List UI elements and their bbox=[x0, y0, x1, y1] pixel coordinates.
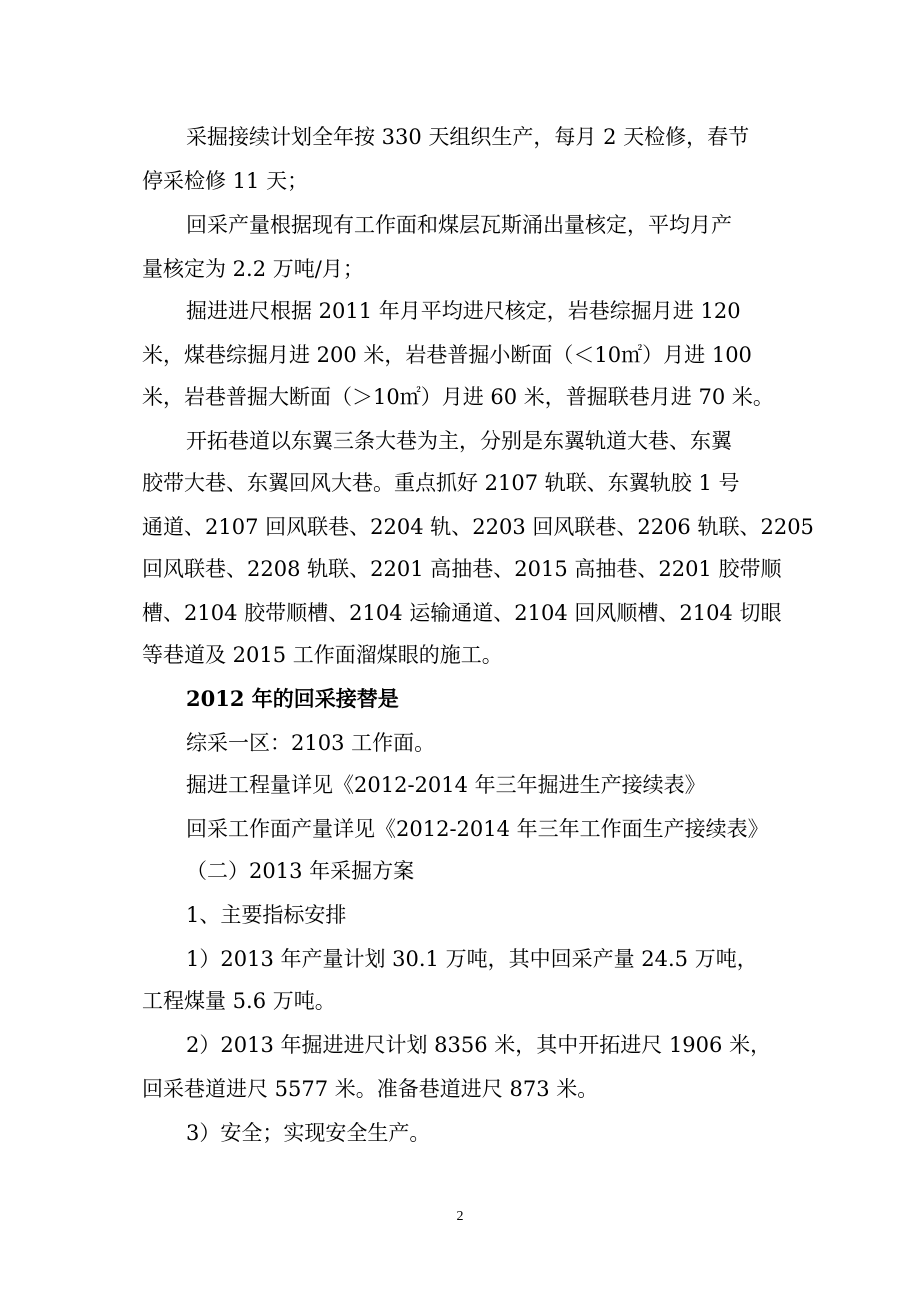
text-line: 胶带大巷、东翼回风大巷。重点抓好 2107 轨联、东翼轨胶 1 号 bbox=[142, 471, 740, 495]
text-line: 通道、2107 回风联巷、2204 轨、2203 回风联巷、2206 轨联、2205 bbox=[142, 515, 814, 539]
section-heading: 2012 年的回采接替是 bbox=[186, 686, 399, 711]
text-line: 综采一区：2103 工作面。 bbox=[186, 731, 436, 755]
text-line: 回采工作面产量详见《2012-2014 年三年工作面生产接续表》 bbox=[186, 817, 769, 841]
section-heading: （二）2013 年采掘方案 bbox=[186, 859, 415, 883]
text-line: 回采巷道进尺 5577 米。准备巷道进尺 873 米。 bbox=[142, 1077, 599, 1101]
text-line: 量核定为 2.2 万吨/月； bbox=[142, 257, 364, 281]
text-line: 采掘接续计划全年按 330 天组织生产，每月 2 天检修，春节 bbox=[186, 125, 750, 149]
text-line: 3）安全；实现安全生产。 bbox=[186, 1121, 431, 1145]
text-line: 米，岩巷普掘大断面（＞10㎡）月进 60 米，普掘联巷月进 70 米。 bbox=[142, 385, 774, 409]
text-line: 1）2013 年产量计划 30.1 万吨，其中回采产量 24.5 万吨， bbox=[186, 947, 758, 971]
text-line: 开拓巷道以东翼三条大巷为主，分别是东翼轨道大巷、东翼 bbox=[186, 429, 732, 453]
text-line: 掘进进尺根据 2011 年月平均进尺核定，岩巷综掘月进 120 bbox=[186, 299, 741, 323]
text-line: 停采检修 11 天； bbox=[142, 169, 309, 193]
text-line: 1、主要指标安排 bbox=[186, 903, 347, 927]
text-line: 工程煤量 5.6 万吨。 bbox=[142, 989, 336, 1013]
text-line: 掘进工程量详见《2012-2014 年三年掘进生产接续表》 bbox=[186, 773, 706, 797]
text-line: 回采产量根据现有工作面和煤层瓦斯涌出量核定，平均月产 bbox=[186, 213, 732, 237]
text-line: 槽、2104 胶带顺槽、2104 运输通道、2104 回风顺槽、2104 切眼 bbox=[142, 601, 782, 625]
text-line: 回风联巷、2208 轨联、2201 高抽巷、2015 高抽巷、2201 胶带顺 bbox=[142, 557, 782, 581]
page-number: 2 bbox=[456, 1209, 464, 1224]
text-line: 2）2013 年掘进进尺计划 8356 米，其中开拓进尺 1906 米， bbox=[186, 1033, 772, 1057]
text-line: 米，煤巷综掘月进 200 米，岩巷普掘小断面（＜10㎡）月进 100 bbox=[142, 343, 752, 367]
text-line: 等巷道及 2015 工作面溜煤眼的施工。 bbox=[142, 643, 503, 667]
